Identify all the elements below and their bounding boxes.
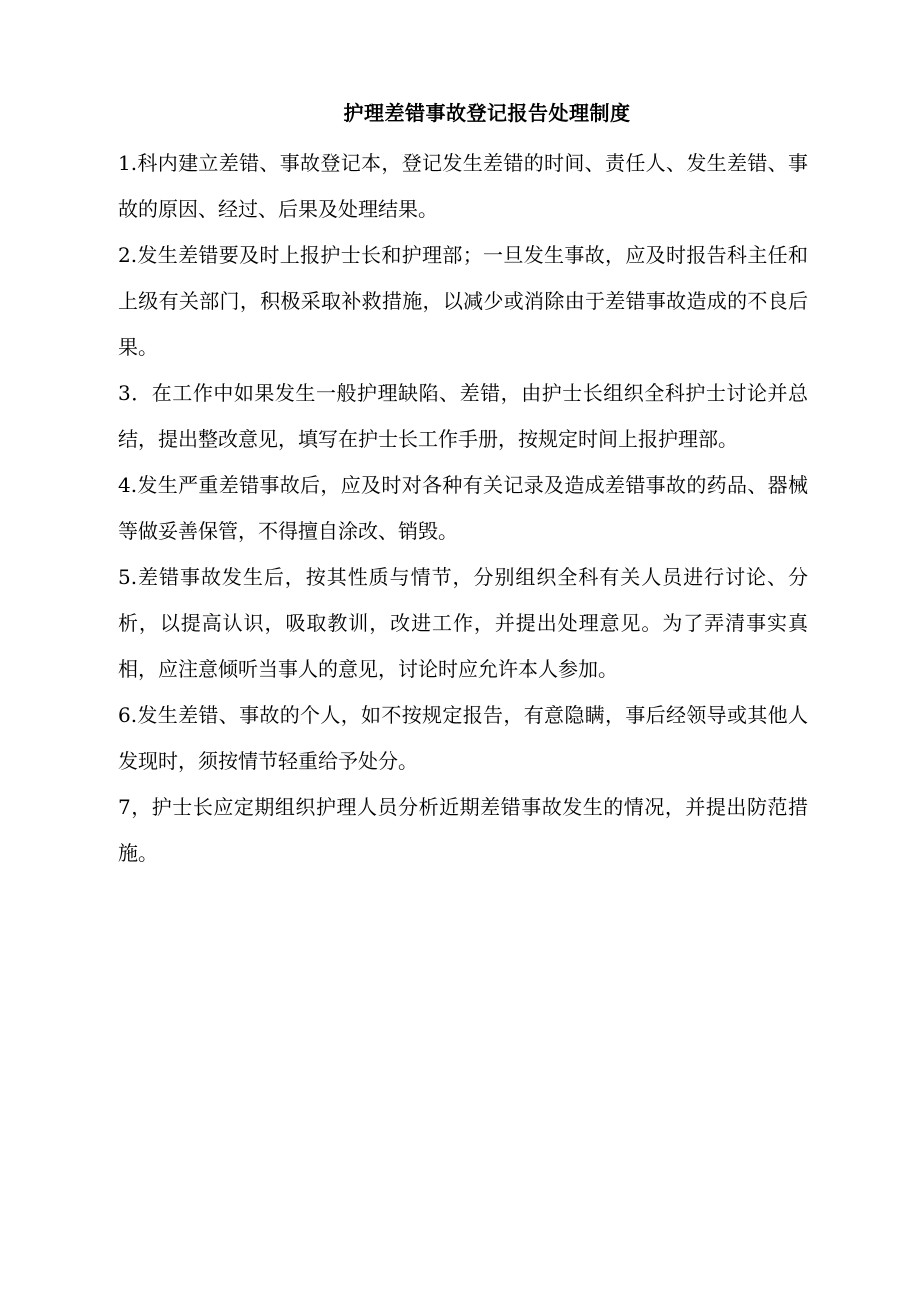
paragraph-4: 4.发生严重差错事故后，应及时对各种有关记录及造成差错事故的药品、器械等做妥善保管，不得擅自涂改、销毁。	[118, 473, 808, 543]
paragraph-2: 2.发生差错要及时上报护士长和护理部；一旦发生事故，应及时报告科主任和上级有关部门，积极采取补救措施，以减少或消除由于差错事故造成的不良后果。	[118, 243, 808, 359]
paragraph-7: 7，护士长应定期组织护理人员分析近期差错事故发生的情况，并提出防范措施。	[118, 795, 808, 865]
document-body	[118, 140, 808, 876]
paragraph-3: 3．在工作中如果发生一般护理缺陷、差错，由护士长组织全科护士讨论并总结，提出整改意见，填写在护士长工作手册，按规定时间上报护理部。	[118, 381, 808, 451]
document-title: 护理差错事故登记报告处理制度	[343, 101, 631, 125]
paragraph-6: 6.发生差错、事故的个人，如不按规定报告，有意隐瞒，事后经领导或其他人发现时，须按情节轻重给予处分。	[118, 703, 808, 773]
paragraph-1: 1.科内建立差错、事故登记本，登记发生差错的时间、责任人、发生差错、事故的原因、经过、后果及处理结果。	[118, 151, 808, 221]
paragraph-5: 5.差错事故发生后，按其性质与情节，分别组织全科有关人员进行讨论、分析，以提高认识，吸取教训，改进工作，并提出处理意见。为了弄清事实真相，应注意倾听当事人的意见，讨论时应允许本人参加。	[118, 565, 808, 681]
